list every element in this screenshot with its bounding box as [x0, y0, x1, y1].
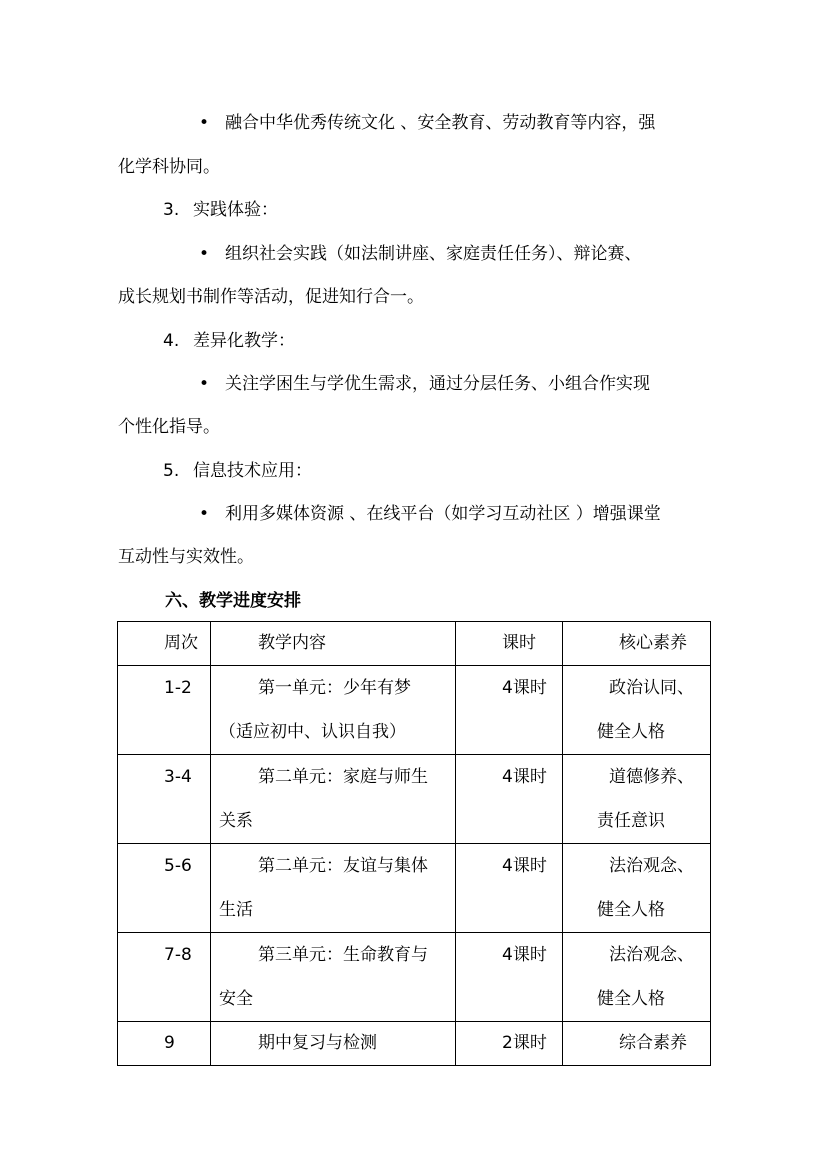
table-row [118, 1022, 711, 1066]
cell-week: 5-6 [118, 844, 211, 933]
list-item-it [163, 460, 312, 482]
list-item-title: 实践体验： [193, 200, 278, 220]
cell-hours: 4课时 [456, 755, 563, 844]
paragraph-it-line2: 互动性与实效性。 [118, 547, 254, 567]
header-week: 周次 [118, 622, 211, 666]
header-hours: 课时 [456, 622, 563, 666]
cell-hours: 4课时 [456, 666, 563, 755]
section-heading: 六、教学进度安排 [165, 591, 301, 611]
cell-literacy: 政治认同、 健全人格 [563, 666, 711, 755]
cell-literacy: 法治观念、 健全人格 [563, 844, 711, 933]
bullet-icon: • [199, 504, 210, 524]
paragraph-practice-line1 [199, 243, 642, 265]
cell-week: 7-8 [118, 933, 211, 1022]
cell-literacy: 综合素养 [563, 1022, 711, 1066]
table-row [118, 933, 711, 1022]
table-row [118, 666, 711, 755]
cell-content: 第三单元：生命教育与 安全 [211, 933, 456, 1022]
list-item-title: 差异化教学： [193, 331, 295, 351]
cell-content: 第二单元：家庭与师生 关系 [211, 755, 456, 844]
bullet-icon: • [199, 113, 210, 133]
paragraph-culture-line1 [199, 112, 655, 134]
bullet-icon: • [199, 374, 210, 394]
list-number: 3. [163, 200, 180, 220]
cell-content: 期中复习与检测 [211, 1022, 456, 1066]
cell-literacy: 道德修养、 责任意识 [563, 755, 711, 844]
cell-week: 9 [118, 1022, 211, 1066]
cell-hours: 4课时 [456, 933, 563, 1022]
list-item-differentiated [163, 330, 295, 352]
cell-week: 3-4 [118, 755, 211, 844]
bullet-icon: • [199, 244, 210, 264]
cell-week: 1-2 [118, 666, 211, 755]
paragraph-it-line1 [199, 503, 661, 525]
list-number: 5. [163, 461, 180, 481]
cell-literacy: 法治观念、 健全人格 [563, 933, 711, 1022]
paragraph-culture-line2: 化学科协同。 [118, 157, 220, 177]
cell-content: 第一单元：少年有梦 （适应初中、认识自我） [211, 666, 456, 755]
paragraph-practice-line2: 成长规划书制作等活动，促进知行合一。 [118, 287, 424, 307]
header-literacy: 核心素养 [563, 622, 711, 666]
cell-hours: 4课时 [456, 844, 563, 933]
cell-hours: 2课时 [456, 1022, 563, 1066]
paragraph-text: 利用多媒体资源 、在线平台（如学习互动社区 ）增强课堂 [225, 504, 661, 524]
table-row [118, 755, 711, 844]
schedule-table [117, 621, 711, 1066]
table-header-row [118, 622, 711, 666]
paragraph-text: 关注学困生与学优生需求，通过分层任务、小组合作实现 [225, 374, 650, 394]
paragraph-differentiated-line2: 个性化指导。 [118, 417, 220, 437]
list-item-practice [163, 199, 278, 221]
list-number: 4. [163, 331, 180, 351]
list-item-title: 信息技术应用： [193, 461, 312, 481]
paragraph-text: 组织社会实践（如法制讲座、家庭责任任务）、辩论赛、 [225, 244, 642, 264]
paragraph-text: 融合中华优秀传统文化 、安全教育、劳动教育等内容，强 [225, 113, 656, 133]
cell-content: 第二单元：友谊与集体 生活 [211, 844, 456, 933]
table-row [118, 844, 711, 933]
paragraph-differentiated-line1 [199, 373, 650, 395]
header-content: 教学内容 [211, 622, 456, 666]
